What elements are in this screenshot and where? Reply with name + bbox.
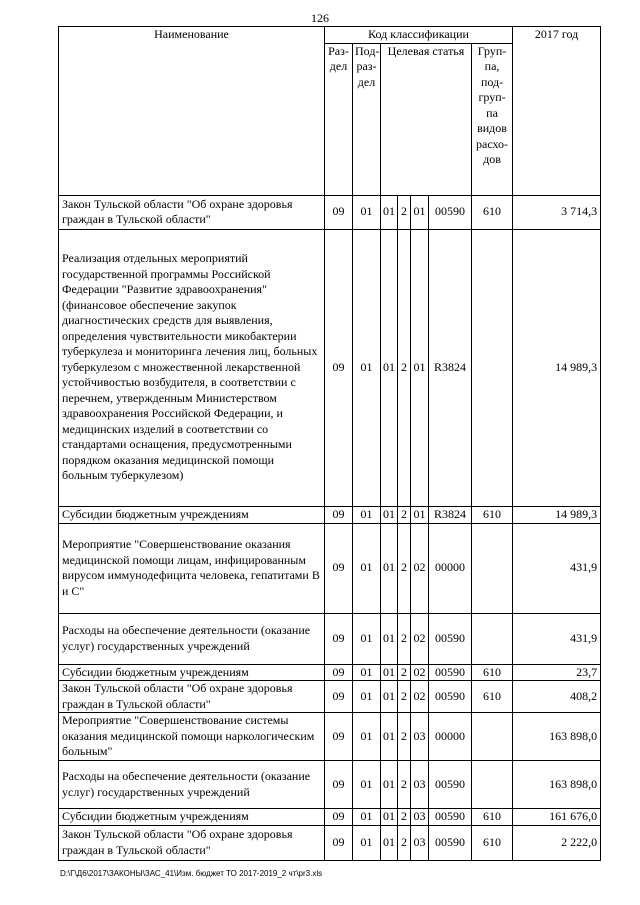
row-amount: 2 222,0 [513, 825, 601, 860]
row-t2: 2 [398, 681, 411, 713]
row-name: Расходы на обеспечение деятельности (оказание услуг) государственных учреждений [59, 613, 325, 664]
row-amount: 163 898,0 [513, 713, 601, 761]
row-amount: 23,7 [513, 664, 601, 681]
row-t3: 03 [411, 761, 429, 809]
header-target: Целевая статья [381, 43, 472, 195]
row-razdel: 09 [325, 613, 353, 664]
row-name: Закон Тульской области "Об охране здоровья граждан в Тульской области" [59, 195, 325, 229]
row-podrazdel: 01 [353, 713, 381, 761]
row-t4: R3824 [429, 229, 472, 506]
row-amount: 431,9 [513, 523, 601, 613]
row-amount: 431,9 [513, 613, 601, 664]
row-t2: 2 [398, 825, 411, 860]
row-t2: 2 [398, 195, 411, 229]
row-group: 610 [472, 195, 513, 229]
row-t1: 01 [381, 825, 398, 860]
row-podrazdel: 01 [353, 761, 381, 809]
row-amount: 3 714,3 [513, 195, 601, 229]
row-t4: 00590 [429, 825, 472, 860]
row-amount: 408,2 [513, 681, 601, 713]
row-name: Мероприятие "Совершенствование оказания медицинской помощи лицам, инфицированным вирусом иммунодефицита человека, гепатитами В и С" [59, 523, 325, 613]
row-podrazdel: 01 [353, 523, 381, 613]
row-name: Субсидии бюджетным учреждениям [59, 809, 325, 826]
row-razdel: 09 [325, 713, 353, 761]
row-t3: 01 [411, 506, 429, 523]
row-t3: 02 [411, 681, 429, 713]
row-podrazdel: 01 [353, 506, 381, 523]
table-row [59, 713, 601, 761]
row-t2: 2 [398, 613, 411, 664]
row-t1: 01 [381, 506, 398, 523]
row-razdel: 09 [325, 809, 353, 826]
row-amount: 161 676,0 [513, 809, 601, 826]
header-year: 2017 год [513, 27, 601, 196]
row-t1: 01 [381, 761, 398, 809]
table-row [59, 506, 601, 523]
row-t4: 00000 [429, 523, 472, 613]
row-t3: 01 [411, 195, 429, 229]
row-podrazdel: 01 [353, 195, 381, 229]
row-podrazdel: 01 [353, 613, 381, 664]
row-t2: 2 [398, 506, 411, 523]
row-group: 610 [472, 681, 513, 713]
row-t4: 00590 [429, 681, 472, 713]
row-razdel: 09 [325, 761, 353, 809]
row-name: Субсидии бюджетным учреждениям [59, 506, 325, 523]
row-razdel: 09 [325, 681, 353, 713]
row-t4: 00590 [429, 664, 472, 681]
row-group: 610 [472, 809, 513, 826]
row-amount: 14 989,3 [513, 506, 601, 523]
row-t4: 00590 [429, 809, 472, 826]
row-t4: 00000 [429, 713, 472, 761]
row-podrazdel: 01 [353, 809, 381, 826]
row-group: 610 [472, 825, 513, 860]
row-podrazdel: 01 [353, 229, 381, 506]
row-t3: 02 [411, 613, 429, 664]
row-podrazdel: 01 [353, 825, 381, 860]
table-row [59, 681, 601, 713]
row-t2: 2 [398, 664, 411, 681]
row-t4: 00590 [429, 195, 472, 229]
budget-table [58, 26, 601, 861]
row-t1: 01 [381, 809, 398, 826]
table-row [59, 613, 601, 664]
row-t2: 2 [398, 229, 411, 506]
row-name: Закон Тульской области "Об охране здоровья граждан в Тульской области" [59, 825, 325, 860]
row-t1: 01 [381, 613, 398, 664]
header-name: Наименование [59, 27, 325, 196]
row-t4: 00590 [429, 613, 472, 664]
row-razdel: 09 [325, 523, 353, 613]
header-group: Груп- па, под- груп- па видов расхо- дов [472, 43, 513, 195]
row-razdel: 09 [325, 229, 353, 506]
row-group [472, 761, 513, 809]
row-group [472, 229, 513, 506]
row-amount: 163 898,0 [513, 761, 601, 809]
row-razdel: 09 [325, 506, 353, 523]
row-name: Мероприятие "Совершенствование системы оказания медицинской помощи наркологическим больным" [59, 713, 325, 761]
page-number: 126 [311, 11, 329, 25]
row-group [472, 713, 513, 761]
row-group: 610 [472, 664, 513, 681]
row-t1: 01 [381, 229, 398, 506]
row-t1: 01 [381, 664, 398, 681]
header-podrazdel: Под- раз- дел [353, 43, 381, 195]
table-row [59, 761, 601, 809]
table-row [59, 523, 601, 613]
table-row [59, 825, 601, 860]
row-razdel: 09 [325, 195, 353, 229]
row-group [472, 523, 513, 613]
table-row [59, 195, 601, 229]
row-t3: 01 [411, 229, 429, 506]
row-t3: 02 [411, 664, 429, 681]
row-t4: R3824 [429, 506, 472, 523]
row-t1: 01 [381, 195, 398, 229]
row-t2: 2 [398, 809, 411, 826]
row-t1: 01 [381, 523, 398, 613]
file-path-footer: D:\Г\Д6\2017\ЗАКОНЫ\ЗАС_41\Изм. бюджет ТО 2017-2019_2 чт\pr3.xls [60, 869, 323, 878]
row-t1: 01 [381, 713, 398, 761]
row-t3: 03 [411, 809, 429, 826]
row-t2: 2 [398, 713, 411, 761]
row-t4: 00590 [429, 761, 472, 809]
row-razdel: 09 [325, 825, 353, 860]
row-amount: 14 989,3 [513, 229, 601, 506]
row-t2: 2 [398, 523, 411, 613]
table-row [59, 809, 601, 826]
row-name: Расходы на обеспечение деятельности (оказание услуг) государственных учреждений [59, 761, 325, 809]
row-name: Закон Тульской области "Об охране здоровья граждан в Тульской области" [59, 681, 325, 713]
row-name: Субсидии бюджетным учреждениям [59, 664, 325, 681]
row-podrazdel: 01 [353, 681, 381, 713]
header-razdel: Раз- дел [325, 43, 353, 195]
row-razdel: 09 [325, 664, 353, 681]
row-group [472, 613, 513, 664]
row-group: 610 [472, 506, 513, 523]
header-code-group: Код классификации [325, 27, 513, 44]
table-row [59, 229, 601, 506]
row-t3: 03 [411, 825, 429, 860]
row-name: Реализация отдельных мероприятий государственной программы Российской Федерации "Развитие здравоохранения" (финансовое обеспечение закупок диагностических средств для выявления, определения чувствительности микобактерии туберкулеза и мониторинга лечения лиц, больных туберкулезом с множественной лекарственной устойчивостью возбудителя, в соответствии с перечнем, утвержденным Министерством здравоохранения Российской Федерации, и медицинских изделий в соответствии со стандартами оснащения, предусмотренными порядком оказания медицинской помощи больным туберкулезом) [59, 229, 325, 506]
row-t1: 01 [381, 681, 398, 713]
row-t3: 02 [411, 523, 429, 613]
row-podrazdel: 01 [353, 664, 381, 681]
row-t2: 2 [398, 761, 411, 809]
table-row [59, 664, 601, 681]
row-t3: 03 [411, 713, 429, 761]
